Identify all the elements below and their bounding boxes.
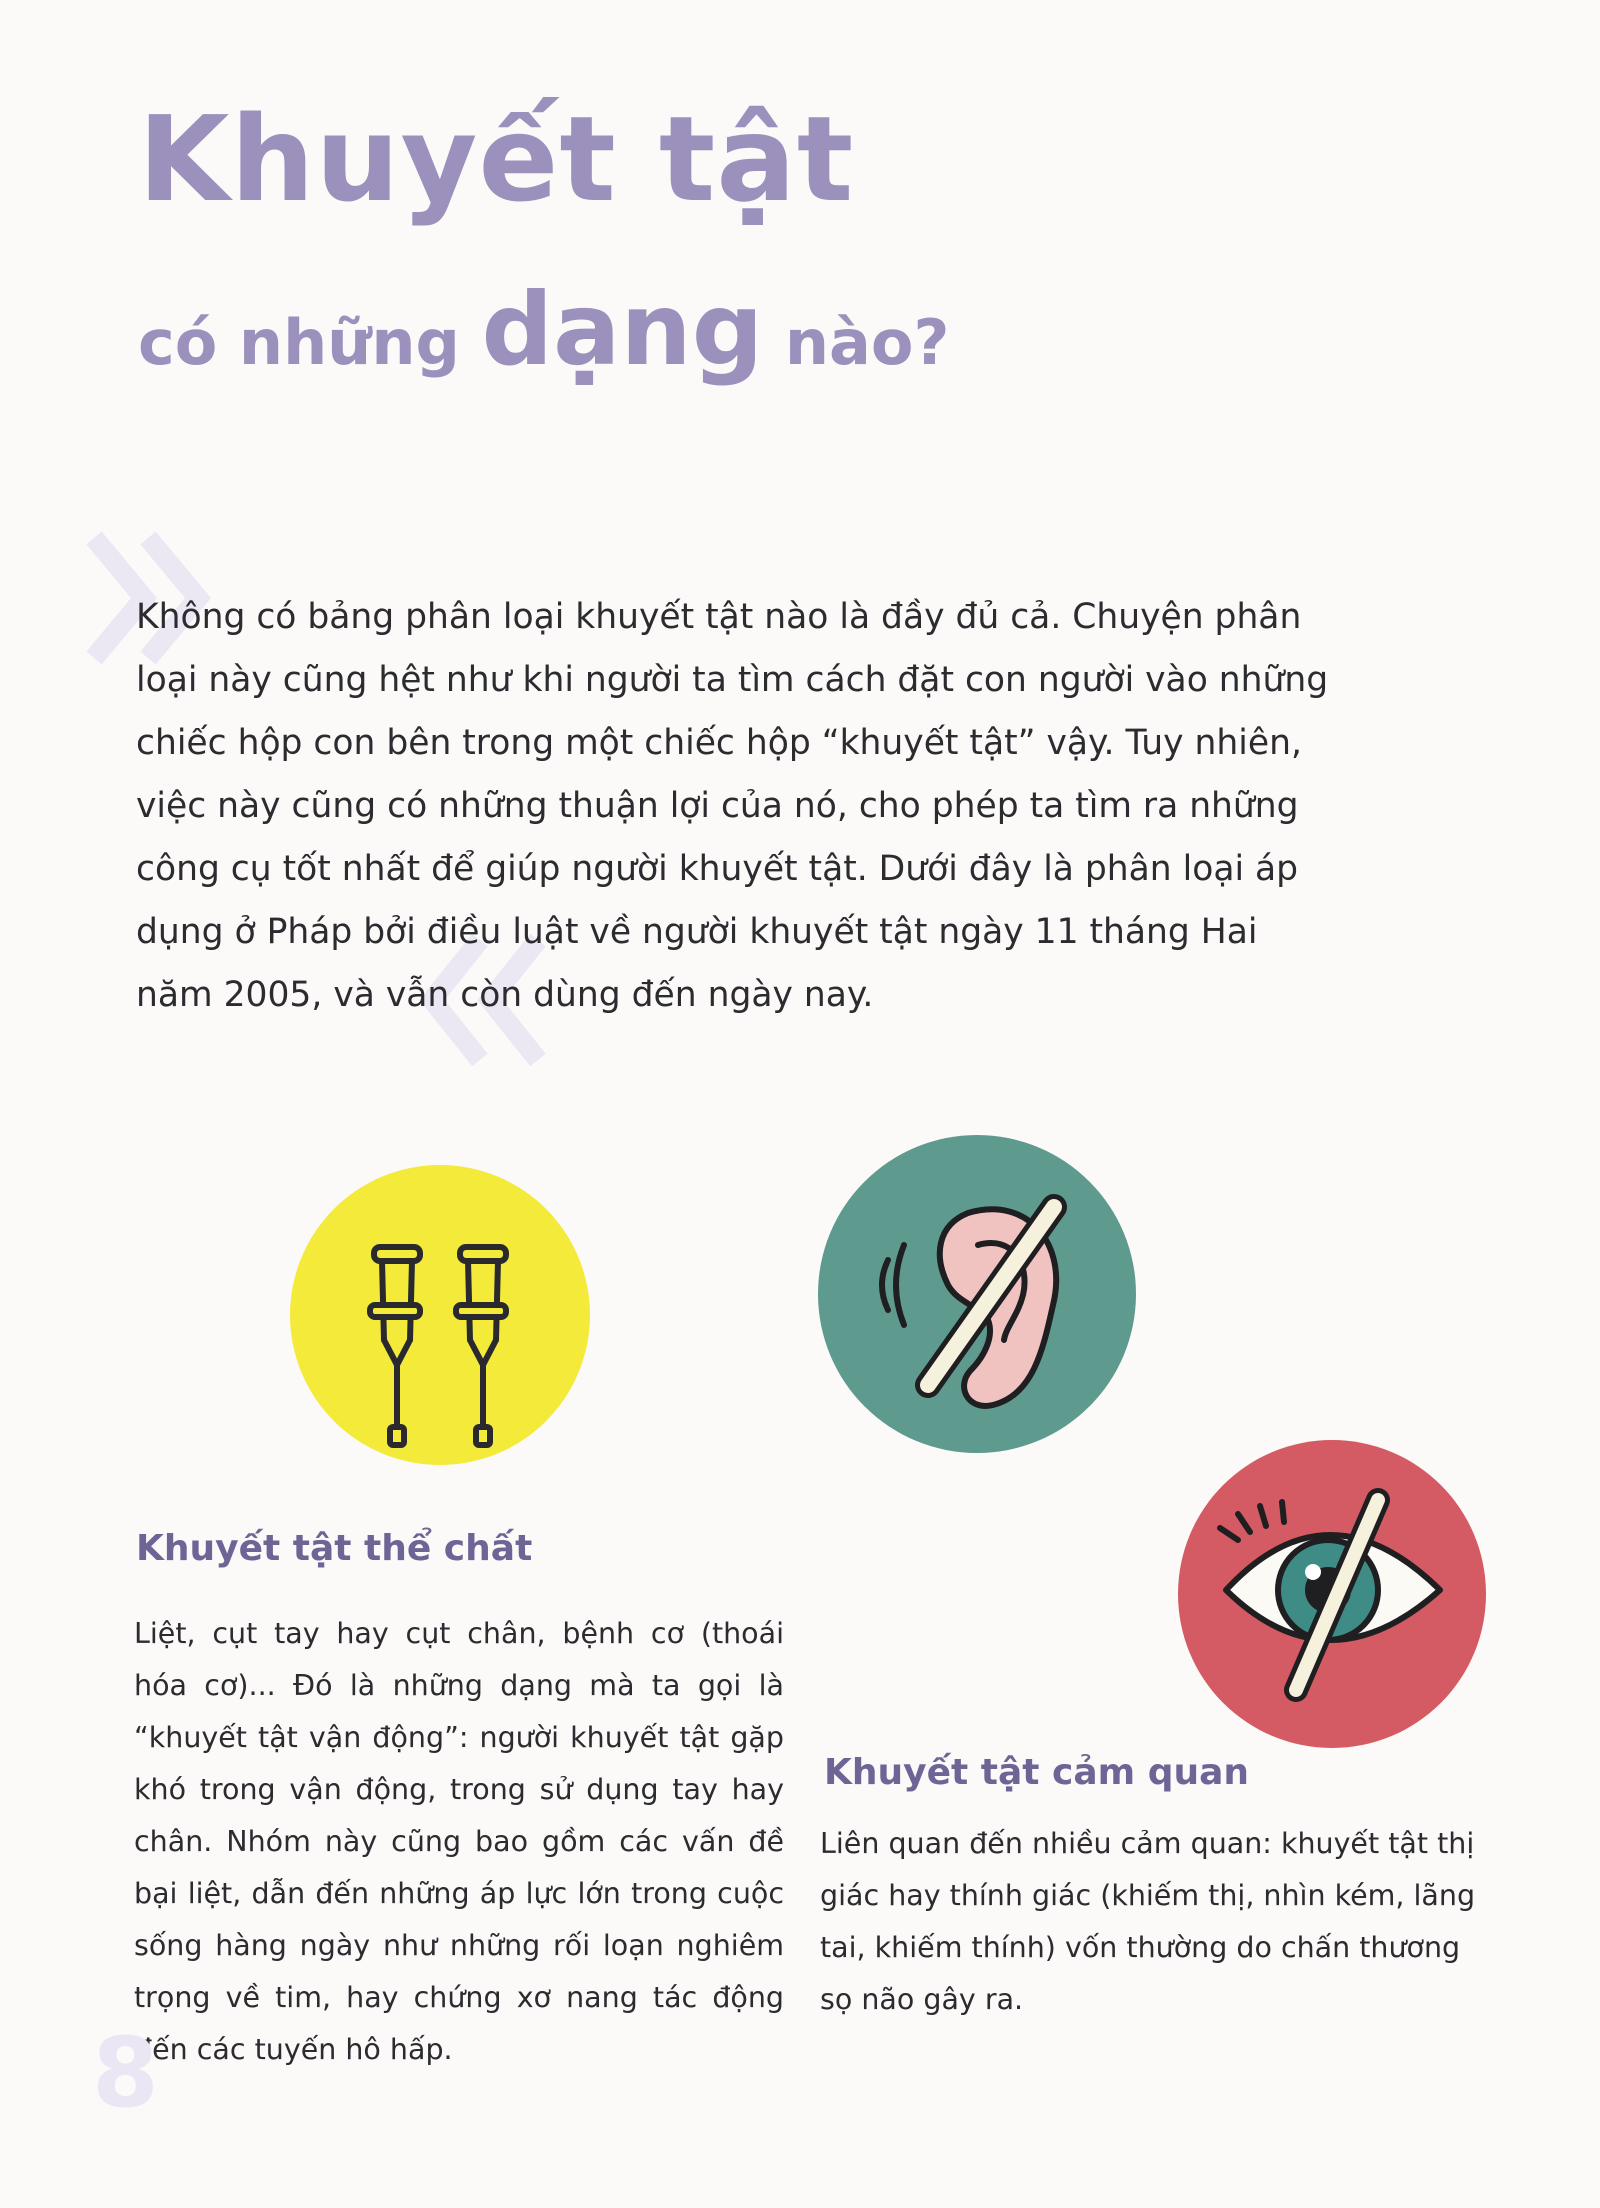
crossed-ear-icon	[818, 1135, 1136, 1453]
hearing-disability-badge	[818, 1135, 1136, 1453]
sensory-disability-text: Liên quan đến nhiều cảm quan: khuyết tật thị giác hay thính giác (khiếm thị, nhìn kém, lãng tai, khiếm thính) vốn thường do chấn thương sọ não gây ra.	[820, 1827, 1476, 2016]
crossed-eye-icon	[1178, 1440, 1486, 1748]
page-number: 8	[92, 2017, 159, 2129]
title-post: nào?	[763, 306, 950, 379]
intro-paragraph: Không có bảng phân loại khuyết tật nào là đầy đủ cả. Chuyện phân loại này cũng hệt như khi người ta tìm cách đặt con người vào những chiếc hộp con bên trong một chiếc hộp “khuyết tật” vậy. Tuy nhiên, việc này cũng có những thuận lợi của nó, cho phép ta tìm ra những công cụ tốt nhất để giúp người khuyết tật. Dưới đây là phân loại áp dụng ở Pháp bởi điều luật về người khuyết tật ngày 11 tháng Hai năm 2005, và vẫn còn dùng đến ngày nay.	[136, 597, 1329, 1015]
title-emphasis: dạng	[481, 271, 764, 388]
physical-disability-text: Liệt, cụt tay hay cụt chân, bệnh cơ (thoái hóa cơ)... Đó là những dạng mà ta gọi là “khuyết tật vận động”: người khuyết tật gặp khó trong vận động, trong sử dụng tay hay chân. Nhóm này cũng bao gồm các vấn đề bại liệt, dẫn đến những áp lực lớn trong cuộc sống hàng ngày như những rối loạn nghiêm trọng về tim, hay chứng xơ nang tác động đến các tuyến hô hấp.	[134, 1617, 784, 2066]
page-title-line2	[138, 270, 949, 390]
crutches-icon	[290, 1165, 590, 1465]
physical-disability-heading: Khuyết tật thể chất	[136, 1528, 533, 1569]
page-title-line1: Khuyết tật	[138, 90, 855, 228]
vision-disability-badge	[1178, 1440, 1486, 1748]
sensory-disability-heading: Khuyết tật cảm quan	[824, 1752, 1250, 1793]
physical-disability-badge	[290, 1165, 590, 1465]
title-pre: có những	[138, 306, 482, 379]
